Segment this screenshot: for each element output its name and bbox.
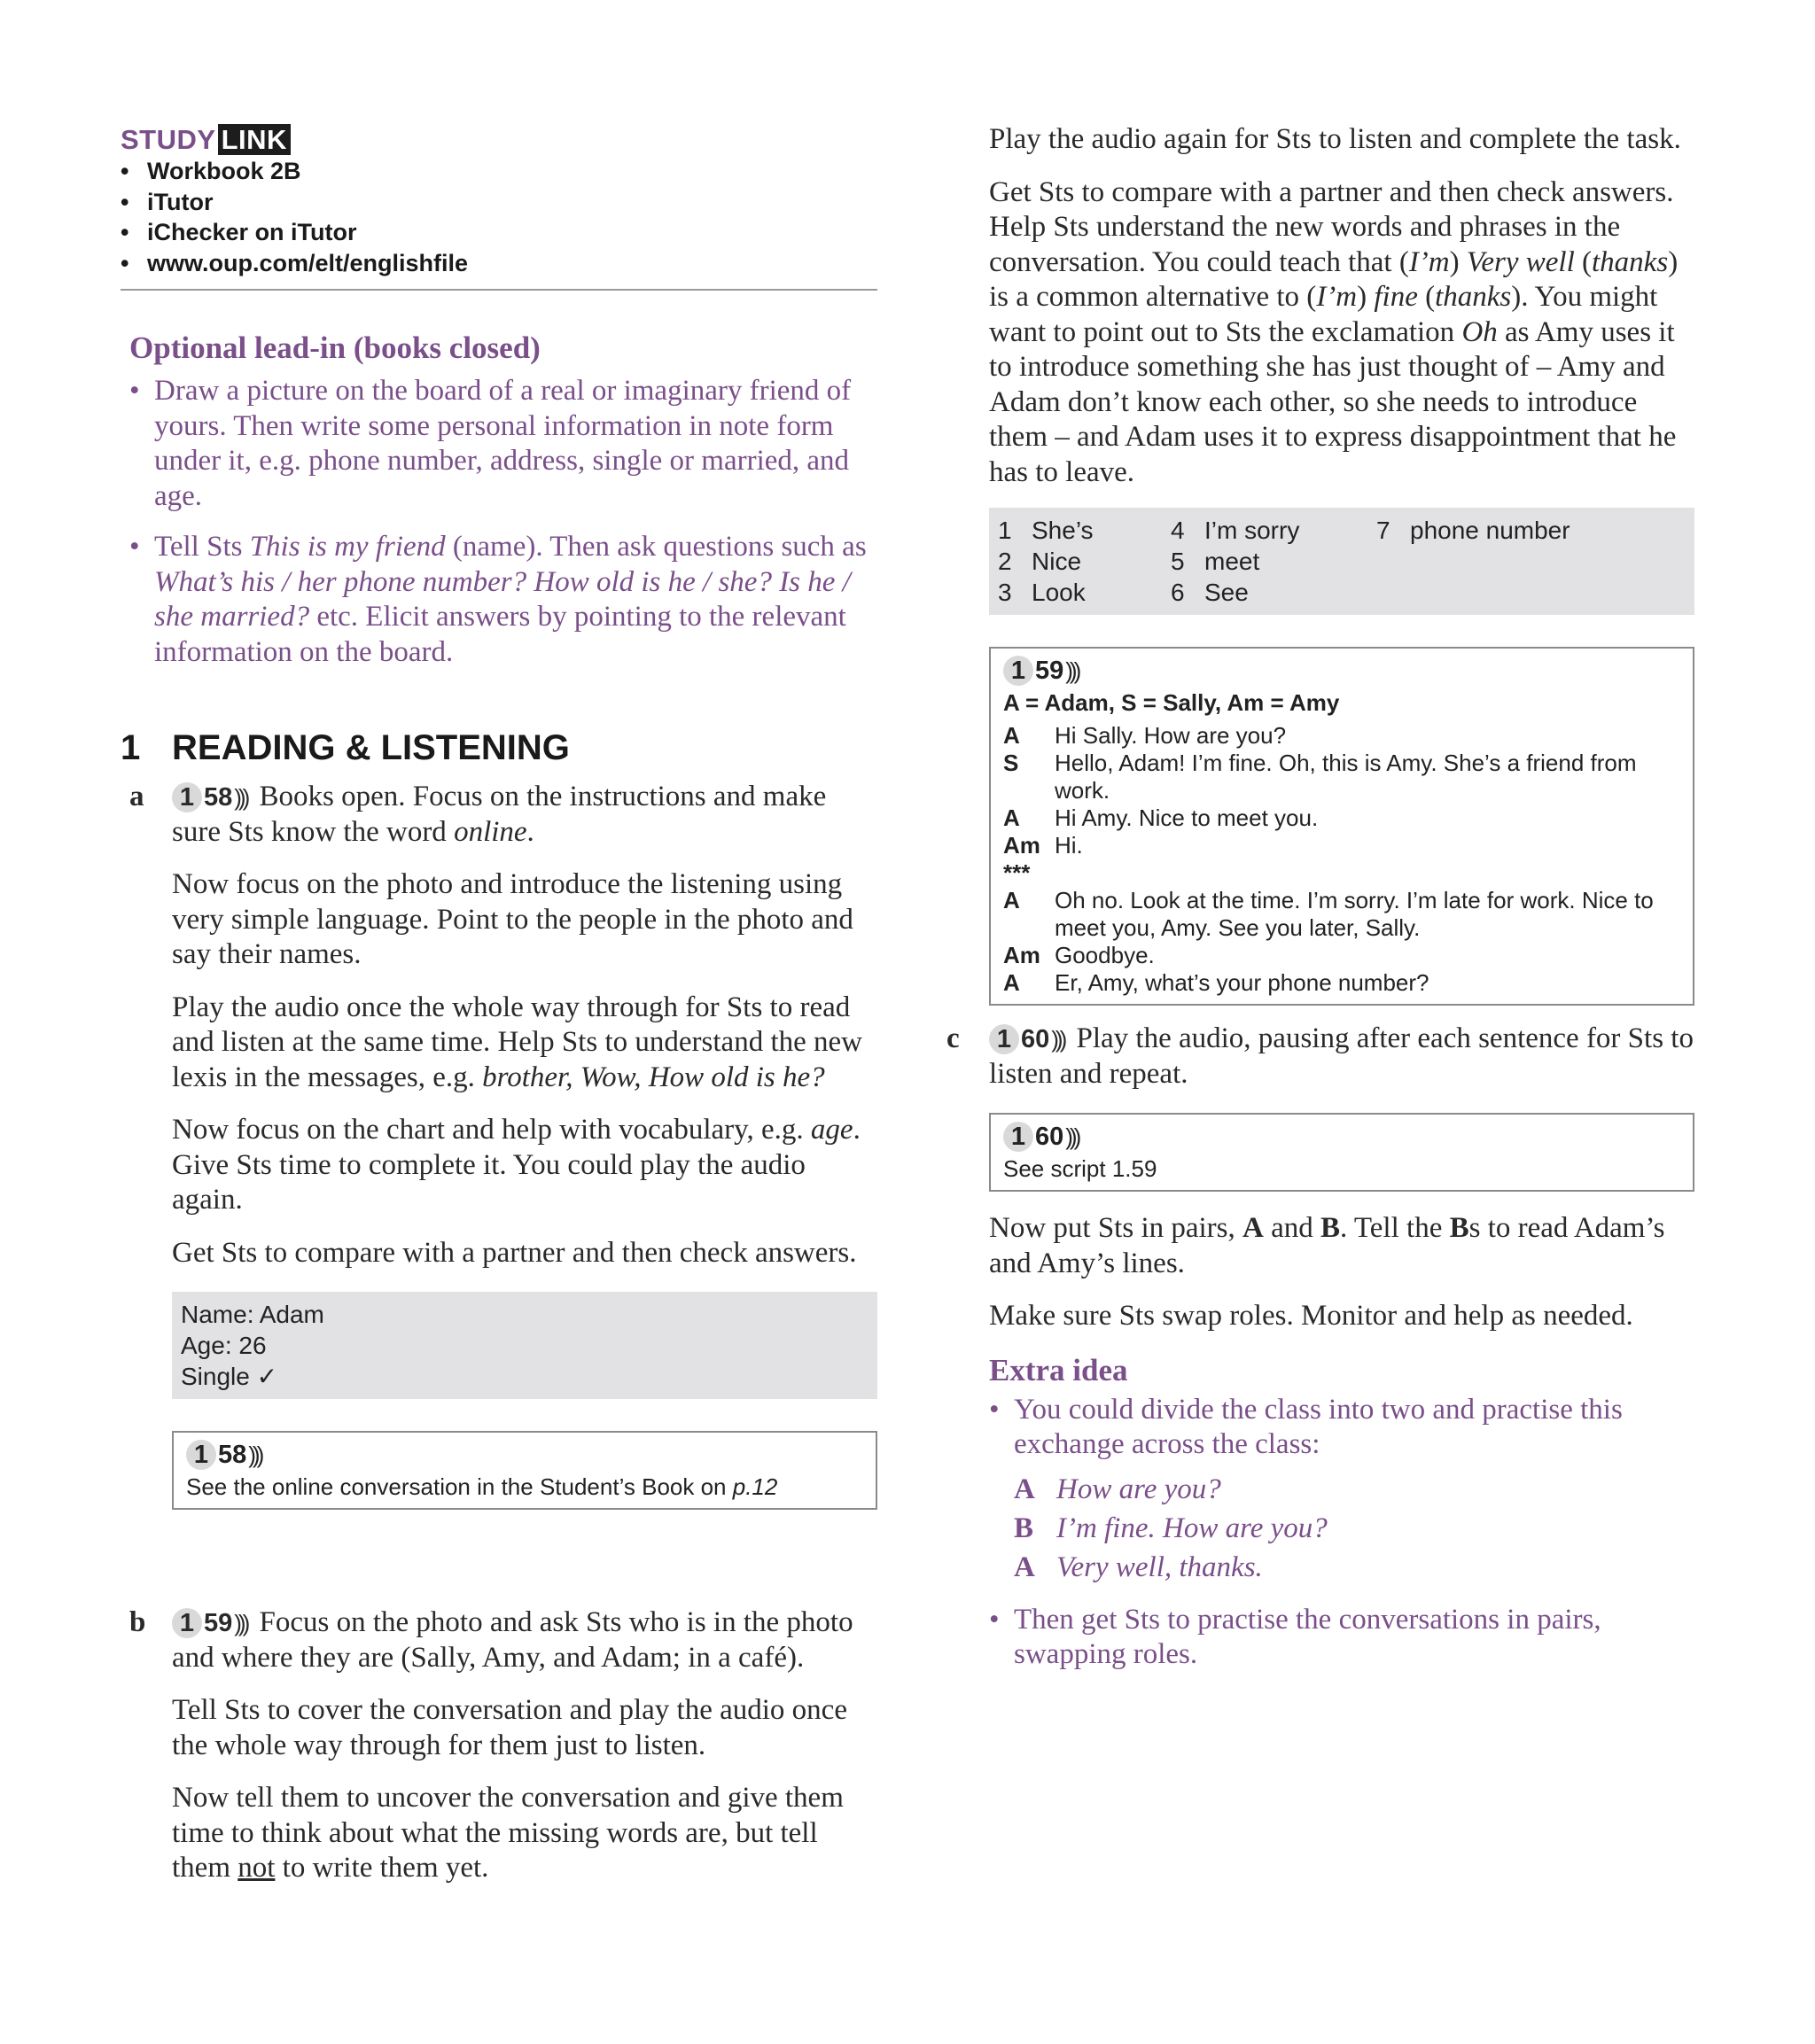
extra-idea-heading: Extra idea	[989, 1352, 1128, 1387]
extra-bullet: • Then get Sts to practise the conversations in pairs, swapping roles.	[989, 1603, 1694, 1673]
study-link-item: • Workbook 2B	[121, 156, 877, 187]
lead-in-heading: Optional lead-in (books closed)	[129, 330, 541, 365]
audio-icon[interactable]: 1 59 )))	[172, 1608, 246, 1638]
study-link-item: • iChecker on iTutor	[121, 217, 877, 248]
paragraph: Make sure Sts swap roles. Monitor and help as needed.	[989, 1300, 1633, 1332]
study-link	[121, 124, 877, 278]
extra-idea	[989, 1352, 1694, 1673]
answer-box	[172, 1292, 877, 1399]
audio-icon[interactable]: 1 58 )))	[186, 1440, 261, 1470]
lead-in-bullet: • Tell Sts This is my friend (name). Then ask questions such as What’s his / her phone number? How old is he / she? Is he / she married? etc. Elicit answers by pointing to the relevant information on the board.	[129, 530, 877, 670]
dialog-line: A Hi Sally. How are you?	[1003, 722, 1287, 749]
answer-item: 5 meet	[1171, 548, 1260, 575]
script-box	[172, 1431, 877, 1510]
paragraph: 1 60 ))) Play the audio, pausing after each sentence for Sts to listen and repeat.	[989, 1022, 1694, 1090]
paragraph: Play the audio again for Sts to listen and complete the task.	[989, 123, 1681, 155]
answer-box	[989, 508, 1694, 615]
part-b	[129, 1605, 877, 1904]
dialog-line: Am Goodbye.	[1003, 942, 1155, 968]
extra-dialog: A How are you? B I’m fine. How are you? A Very well, thanks.	[1014, 1473, 1328, 1583]
paragraph: 1 58 ))) Books open. Focus on the instructions and make sure Sts know the word online.	[172, 781, 827, 848]
answer-item: 2 Nice	[998, 548, 1082, 575]
part-letter: c	[946, 1022, 960, 1054]
part-a	[129, 780, 877, 1510]
study-link-item: • iTutor	[121, 187, 877, 218]
answer-item: 1 She’s	[998, 517, 1094, 544]
script-text: See script 1.59	[1003, 1155, 1157, 1182]
study-link-title: STUDY LINK	[121, 124, 877, 156]
answer-line: Name: Adam	[181, 1301, 324, 1328]
lead-in-bullet: • Draw a picture on the board of a real or imaginary friend of yours. Then write some personal information in note form under it, e.g. phone number, address, single or married, and age.	[129, 374, 877, 514]
dialog-separator: ***	[1003, 859, 1031, 886]
script-text: See the online conversation in the Student’s Book on p.12	[186, 1473, 778, 1500]
section-heading: 1 READING & LISTENING	[121, 728, 570, 767]
audio-icon[interactable]: 1 60 )))	[1003, 1122, 1078, 1152]
audio-icon[interactable]: 1 60 )))	[989, 1024, 1063, 1054]
paragraph: Get Sts to compare with a partner and then check answers. Help Sts understand the new words and phrases in the conversation. You could teach that (I’m) Very well (thanks) is a common alternative to (I’m) fine (thanks). You might want to point out to Sts the exclamation Oh as Amy uses it to introduce something she has just thought of – Amy and Adam don’t know each other, so she needs to introduce them – and Adam uses it to express disappointment that he has to leave.	[989, 175, 1679, 488]
answer-item: 6 See	[1171, 579, 1249, 606]
paragraph: Now focus on the chart and help with vocabulary, e.g. age. Give Sts time to complete it. You could play the audio again.	[172, 1114, 861, 1216]
audio-icon[interactable]: 1 59 )))	[1003, 656, 1078, 686]
answer-line: Age: 26	[181, 1332, 267, 1359]
paragraph: Now tell them to uncover the conversation and give them time to think about what the missing words are, but tell them not to write them yet.	[172, 1782, 844, 1884]
part-letter: b	[129, 1606, 146, 1638]
answer-line: Single ✓	[181, 1363, 278, 1390]
optional-lead-in	[129, 330, 877, 686]
audio-icon[interactable]: 1 58 )))	[172, 782, 246, 812]
paragraph: Now put Sts in pairs, A and B. Tell the Bs to read Adam’s and Amy’s lines.	[989, 1212, 1665, 1279]
dialog-line: Am Hi.	[1003, 832, 1083, 859]
paragraph: Now focus on the photo and introduce the listening using very simple language. Point to the people in the photo and say their names.	[172, 868, 853, 970]
paragraph: Tell Sts to cover the conversation and play the audio once the whole way through for them just to listen.	[172, 1694, 847, 1761]
part-c	[946, 1022, 1694, 1673]
answer-item	[1376, 546, 1686, 577]
dialog-line: S Hello, Adam! I’m fine. Oh, this is Amy. She’s a friend from work.	[1003, 750, 1637, 804]
divider	[121, 289, 877, 291]
study-link-item: • www.oup.com/elt/englishfile	[121, 248, 877, 279]
answer-item	[1376, 577, 1686, 608]
answer-item: 7 phone number	[1376, 517, 1570, 544]
paragraph: Get Sts to compare with a partner and then check answers.	[172, 1236, 857, 1269]
dialog-line: A Oh no. Look at the time. I’m sorry. I’m late for work. Nice to meet you, Amy. See you later, Sally.	[1003, 887, 1654, 941]
paragraph: Play the audio once the whole way through for Sts to read and listen at the same time. Help Sts to understand the new lexis in the messages, e.g. brother, Wow, How old is he?	[172, 991, 862, 1093]
script-box	[989, 647, 1694, 1006]
dialog-line: A Er, Amy, what’s your phone number?	[1003, 969, 1429, 996]
dialog-line: A Hi Amy. Nice to meet you.	[1003, 804, 1319, 831]
study-link-list	[121, 156, 877, 278]
script-box	[989, 1113, 1694, 1192]
answer-item: 3 Look	[998, 579, 1086, 606]
answer-item: 4 I’m sorry	[1171, 517, 1300, 544]
script-key: A = Adam, S = Sally, Am = Amy	[1003, 689, 1340, 716]
part-letter: a	[129, 781, 144, 812]
extra-bullet: • You could divide the class into two and practise this exchange across the class: A How are you? B I’m fine. How are you? A Very well, thanks.	[989, 1393, 1694, 1587]
paragraph: 1 59 ))) Focus on the photo and ask Sts who is in the photo and where they are (Sally, Amy, and Adam; in a café).	[172, 1606, 853, 1674]
